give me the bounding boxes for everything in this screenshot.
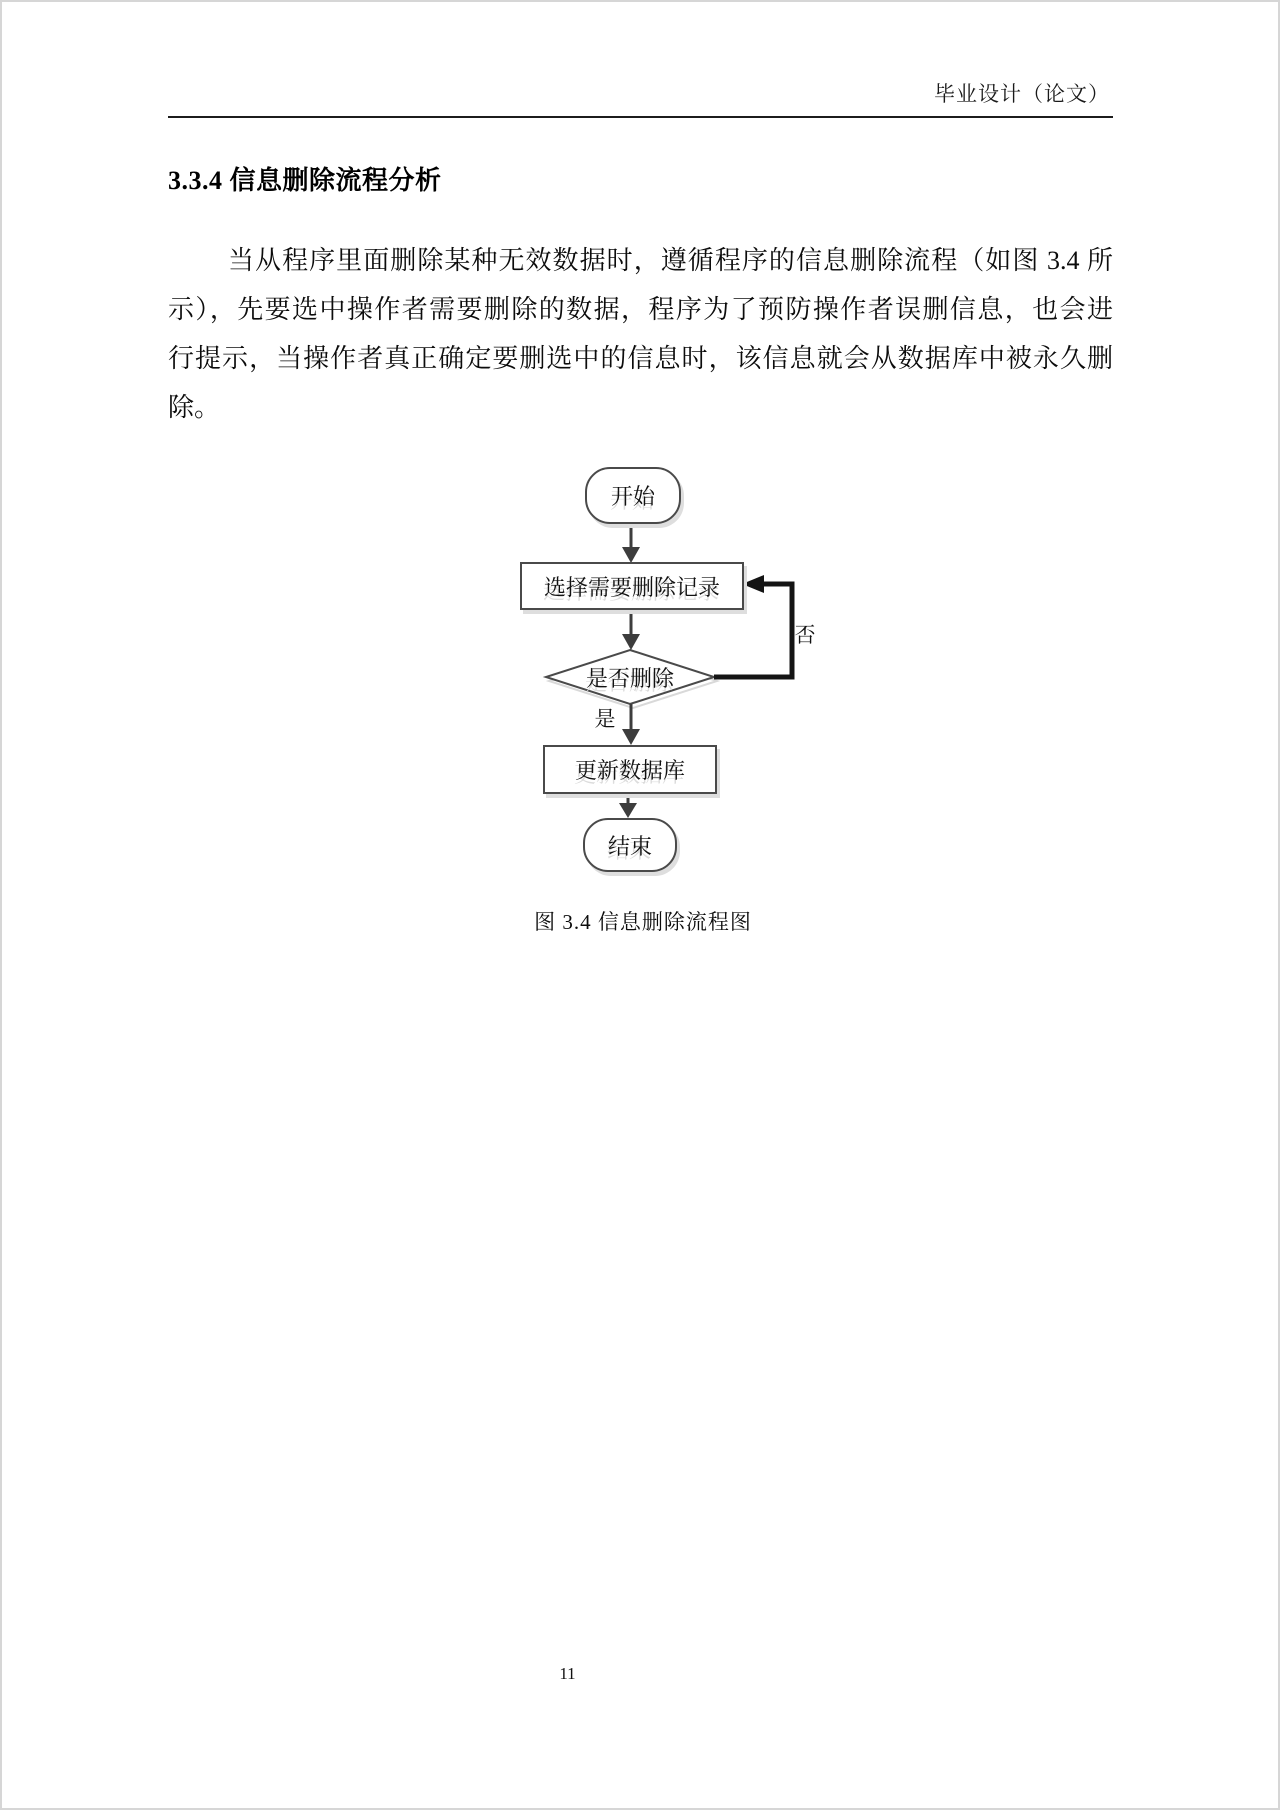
branch-label-yes: 是 [594, 707, 616, 731]
header-rule [168, 116, 1113, 118]
flow-node-start [585, 467, 681, 524]
paragraph-line: 行提示，当操作者真正确定要删选中的信息时，该信息就会从数据库中被永久删 [168, 344, 1113, 373]
flow-node-update-database-label: 更新数据库 [574, 758, 685, 783]
body-paragraph [168, 236, 1113, 432]
flow-node-end-label: 结束 [607, 833, 652, 859]
flow-node-end [583, 818, 677, 872]
paragraph-line: 示），先要选中操作者需要删除的数据，程序为了预防操作者误删信息，也会进 [168, 295, 1113, 324]
flow-node-select-records [520, 562, 744, 610]
page-header-title: 毕业设计（论文） [934, 82, 1110, 106]
figure-caption: 图 3.4 信息删除流程图 [534, 910, 752, 934]
section-heading: 3.3.4 信息删除流程分析 [168, 166, 442, 195]
branch-label-no: 否 [794, 623, 816, 647]
page-number: 11 [559, 1664, 576, 1683]
paragraph-line: 除。 [168, 393, 221, 422]
flow-node-update-database [543, 745, 717, 794]
flow-node-start-label: 开始 [610, 484, 655, 509]
flow-node-decision-label: 是否删除 [585, 665, 674, 691]
flow-node-select-records-label: 选择需要删除记录 [543, 574, 720, 600]
paragraph-line: 当从程序里面删除某种无效数据时，遵循程序的信息删除流程（如图 3.4 所 [228, 246, 1113, 275]
